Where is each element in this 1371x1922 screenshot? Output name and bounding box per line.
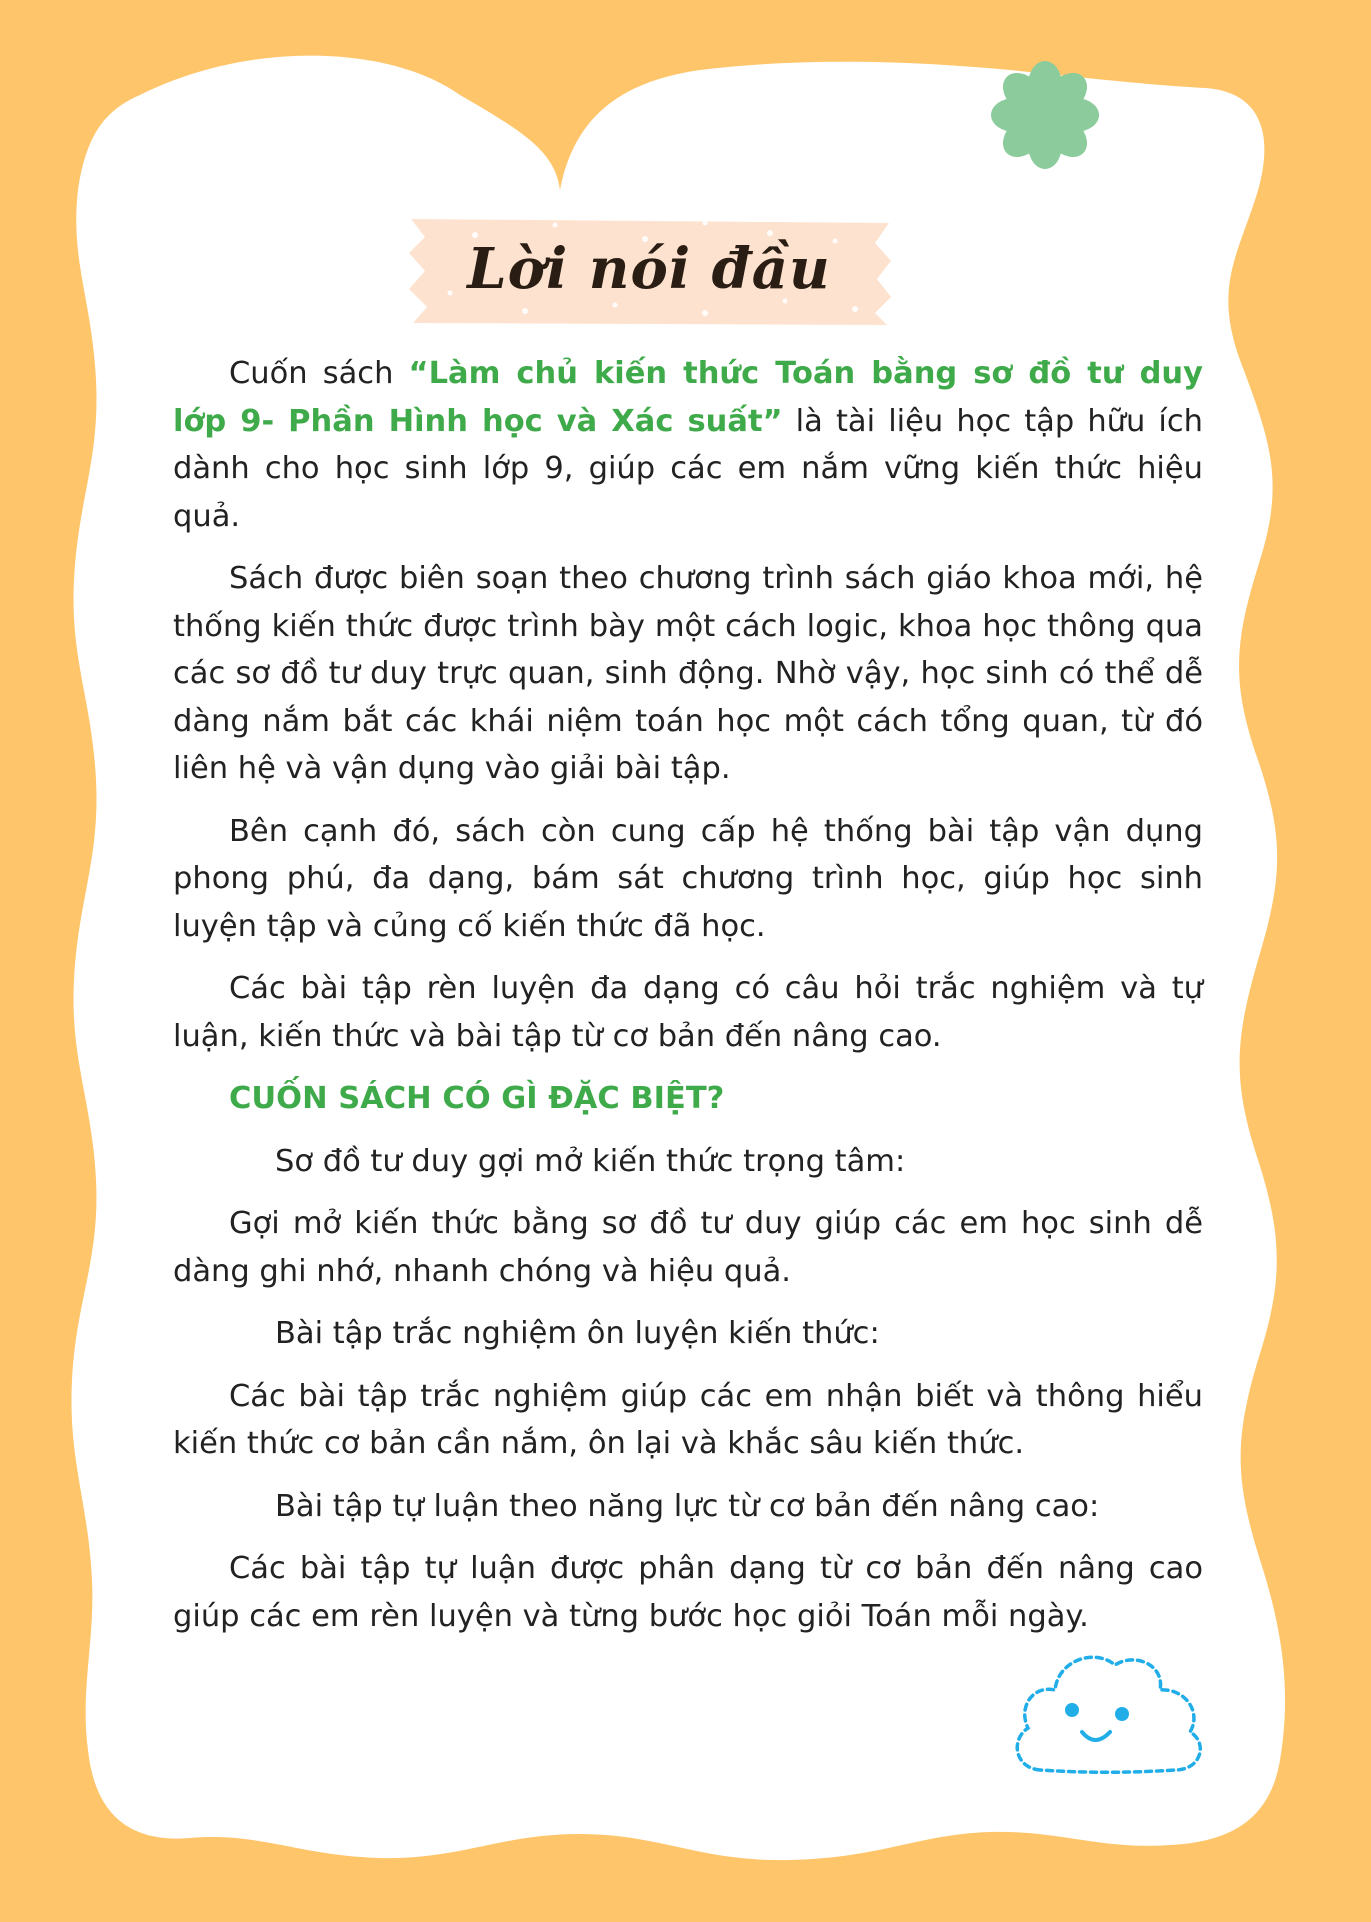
paragraph-intro [173,350,1203,540]
feature-description: Các bài tập trắc nghiệm giúp các em nhận biết và thông hiểu kiến thức cơ bản cần nắm, ôn lại và khắc sâu kiến thức. [173,1378,1203,1461]
intro-rest-text: là tài liệu học tập hữu ích dành cho học sinh lớp 9, giúp các em nắm vững kiến thức hiệu quả. [173,403,1203,534]
paragraph-curriculum: Sách được biên soạn theo chương trình sách giáo khoa mới, hệ thống kiến thức được trình bày một cách logic, khoa học thông qua các sơ đồ tư duy trực quan, sinh động. Nhờ vậy, học sinh có thể dễ dàng nắm bắt các khái niệm toán học một cách tổng quan, từ đó liên hệ và vận dụng vào giải bài tập. [173,561,1203,786]
section-heading: CUỐN SÁCH CÓ GÌ ĐẶC BIỆT? [229,1081,725,1116]
preface-body [173,350,1203,1655]
paragraph-variety: Các bài tập rèn luyện đa dạng có câu hỏi trắc nghiệm và tự luận, kiến thức và bài tập từ cơ bản đến nâng cao. [173,971,1203,1054]
feature-subheading: Bài tập tự luận theo năng lực từ cơ bản đến nâng cao: [275,1488,1100,1524]
smiling-cloud-icon [1010,1640,1210,1780]
book-title-highlight: “Làm chủ kiến thức Toán bằng sơ đồ tư duy lớp 9- Phần Hình học và Xác suất” [173,356,1203,439]
page-title: Lời nói đầu [467,236,831,302]
feature-description: Gợi mở kiến thức bằng sơ đồ tư duy giúp các em học sinh dễ dàng ghi nhớ, nhanh chóng và hiệu quả. [173,1206,1203,1289]
intro-lead-text: Cuốn sách [229,356,409,391]
feature-subheading: Sơ đồ tư duy gợi mở kiến thức trọng tâm: [275,1143,906,1179]
paragraph-exercises: Bên cạnh đó, sách còn cung cấp hệ thống bài tập vận dụng phong phú, đa dạng, bám sát chương trình học, giúp học sinh luyện tập và củng cố kiến thức đã học. [173,813,1203,944]
feature-subheading: Bài tập trắc nghiệm ôn luyện kiến thức: [275,1316,880,1351]
flower-icon [985,55,1105,175]
feature-description: Các bài tập tự luận được phân dạng từ cơ bản đến nâng cao giúp các em rèn luyện và từng bước học giỏi Toán mỗi ngày. [173,1551,1203,1634]
title-banner [405,213,893,329]
